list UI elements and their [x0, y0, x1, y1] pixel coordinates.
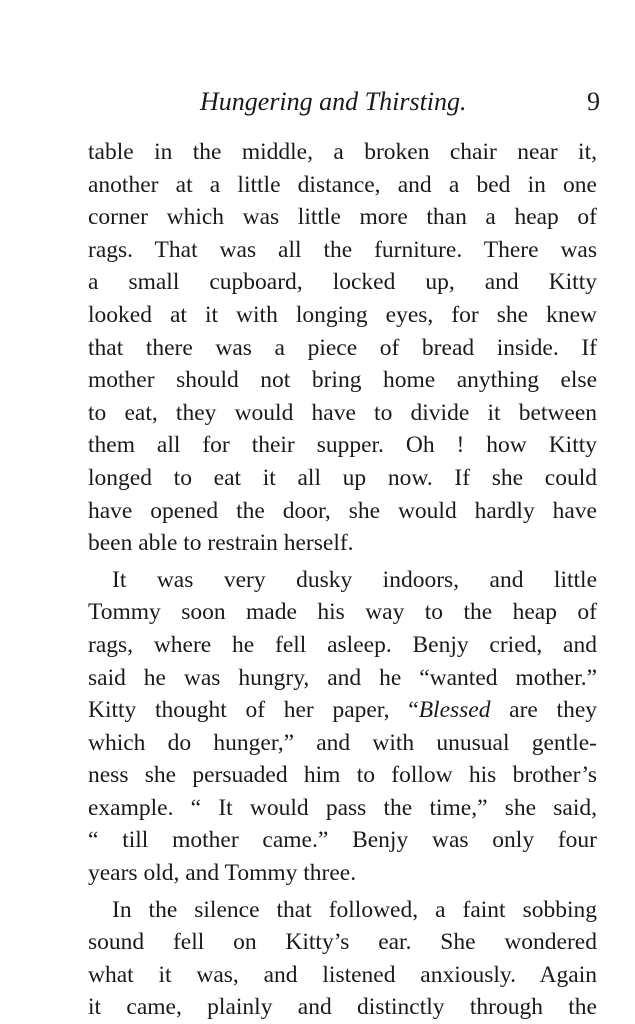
paragraph-1	[88, 136, 597, 560]
text-line: looked at it with longing eyes, for she knew	[88, 301, 597, 328]
text-line: it came, plainly and distinctly through the	[88, 994, 597, 1021]
text-line: table in the middle, a broken chair near it,	[88, 139, 597, 165]
text-line: It was very dusky indoors, and little	[112, 566, 597, 593]
text-line: to eat, they would have to divide it between	[88, 399, 597, 426]
text-line: what it was, and listened anxiously. Again	[88, 961, 597, 988]
paragraph-3	[88, 894, 597, 1024]
text-line: said he was hungry, and he “wanted mother.”	[88, 664, 597, 691]
text-line: which do hunger,” and with unusual gentle-	[88, 729, 597, 756]
text-line: mother should not bring home anything else	[88, 367, 597, 394]
text-line: Tommy soon made his way to the heap of	[88, 599, 597, 626]
text-line: “ till mother came.” Benjy was only four	[88, 827, 597, 854]
italic-word: Blessed	[418, 697, 491, 724]
paragraph-2	[88, 564, 597, 890]
text-line: longed to eat it all up now. If she could	[88, 464, 597, 491]
text-line: another at a little distance, and a bed in one	[88, 171, 597, 198]
page-number: 9	[587, 87, 600, 116]
text-line: rags, where he fell asleep. Benjy cried, and	[88, 631, 597, 658]
text-line: corner which was little more than a heap of	[88, 204, 597, 231]
running-head	[88, 84, 600, 120]
text-line: years old, and Tommy three.	[88, 860, 357, 887]
text-line: In the silence that followed, a faint sobbing	[112, 896, 597, 923]
text-line: have opened the door, she would hardly have	[88, 497, 597, 524]
text-line-mixed	[88, 694, 597, 727]
running-title: Hungering and Thirsting.	[200, 87, 467, 116]
text-line: sound fell on Kitty’s ear. She wondered	[88, 929, 597, 956]
text-line: them all for their supper. Oh ! how Kitty	[88, 432, 597, 459]
text-line: that there was a piece of bread inside. If	[88, 334, 597, 361]
text-line: example. “ It would pass the time,” she said,	[88, 794, 597, 821]
text-segment: are they	[509, 697, 598, 724]
text-line: a small cupboard, locked up, and Kitty	[88, 269, 597, 296]
text-line: been able to restrain herself.	[88, 530, 354, 557]
body-text	[88, 136, 597, 1024]
text-segment: Kitty thought of her paper, “	[88, 697, 419, 724]
text-line: rags. That was all the furniture. There was	[88, 236, 597, 263]
text-line: ness she persuaded him to follow his brother’s	[88, 762, 597, 789]
